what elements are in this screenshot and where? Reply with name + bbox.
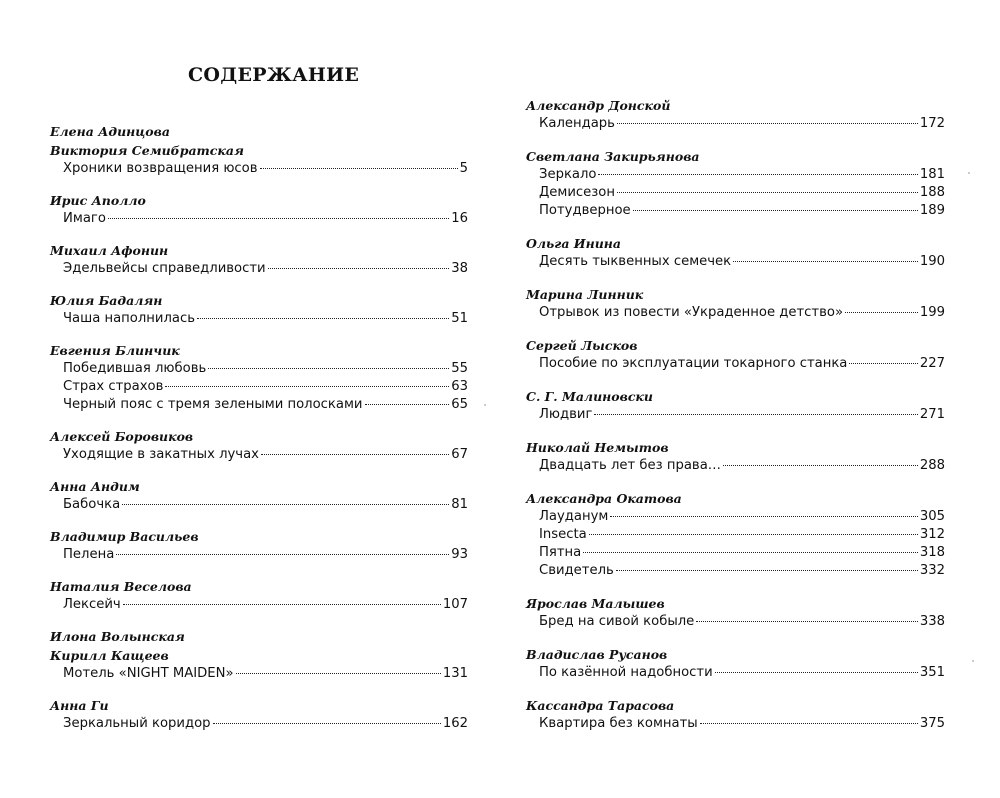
- author-name: Евгения Блинчик: [50, 343, 180, 358]
- author-name: Светлана Закирьянова: [526, 149, 700, 164]
- dot-leader: [260, 168, 458, 169]
- page-number: 93: [451, 547, 468, 562]
- dot-leader: [733, 261, 918, 262]
- page-number: 190: [919, 254, 945, 269]
- page-number: 181: [919, 167, 945, 182]
- toc-entry: [50, 527, 468, 564]
- scan-speck: [972, 660, 974, 662]
- toc-work-row[interactable]: [526, 406, 945, 424]
- toc-entry: [50, 427, 468, 464]
- author-name: Владимир Васильев: [50, 529, 199, 544]
- work-title: Хроники возвращения юсов: [63, 161, 258, 176]
- toc-entry: [50, 122, 468, 178]
- work-title: Победившая любовь: [63, 361, 207, 376]
- author-name: Сергей Лысков: [526, 338, 638, 353]
- dot-leader: [617, 192, 918, 193]
- toc-work-row[interactable]: [526, 184, 945, 202]
- toc-work-row[interactable]: [526, 562, 945, 580]
- toc-work-row[interactable]: [50, 378, 468, 396]
- scan-speck: [484, 404, 486, 406]
- work-title: Лексейч: [63, 597, 121, 612]
- toc-entry: [526, 387, 945, 424]
- page-number: 63: [451, 379, 468, 394]
- page-number: 189: [919, 203, 945, 218]
- page-number: 107: [442, 597, 468, 612]
- work-title: По казённой надобности: [539, 665, 713, 680]
- page-number: 162: [442, 716, 468, 731]
- page-number: 5: [459, 161, 468, 176]
- toc-right-column: [526, 96, 945, 747]
- page-number: 65: [451, 397, 468, 412]
- toc-work-row[interactable]: [50, 596, 468, 614]
- page-number: 67: [451, 447, 468, 462]
- toc-work-row[interactable]: [526, 526, 945, 544]
- dot-leader: [236, 673, 441, 674]
- toc-work-row[interactable]: [526, 115, 945, 133]
- page-number: 351: [919, 665, 945, 680]
- work-title: Мотель «NIGHT MAIDEN»: [63, 666, 234, 681]
- dot-leader: [213, 723, 441, 724]
- page-number: 305: [919, 509, 945, 524]
- toc-work-row[interactable]: [50, 715, 468, 733]
- work-title: Десять тыквенных семечек: [539, 254, 732, 269]
- work-title: Пособие по эксплуатации токарного станка: [539, 356, 848, 371]
- toc-work-row[interactable]: [50, 396, 468, 414]
- dot-leader: [633, 210, 918, 211]
- page-number: 338: [919, 614, 945, 629]
- page-number: 271: [919, 407, 945, 422]
- work-title: Потудверное: [539, 203, 631, 218]
- dot-leader: [598, 174, 917, 175]
- author-name: Владислав Русанов: [526, 647, 668, 662]
- toc-work-row[interactable]: [50, 210, 468, 228]
- work-title: Двадцать лет без права…: [539, 458, 721, 473]
- toc-entry: [526, 234, 945, 271]
- scan-speck: [968, 172, 970, 174]
- work-title: Лауданум: [539, 509, 609, 524]
- toc-entry: [50, 191, 468, 228]
- work-title: Демисезон: [539, 185, 616, 200]
- dot-leader: [261, 454, 449, 455]
- work-title: Квартира без комнаты: [539, 716, 698, 731]
- author-name: Ирис Аполло: [50, 193, 146, 208]
- page-number: 131: [442, 666, 468, 681]
- toc-work-row[interactable]: [50, 665, 468, 683]
- page-title: СОДЕРЖАНИЕ: [188, 64, 360, 86]
- author-name: Елена Адинцова: [50, 124, 170, 139]
- work-title: Insecta: [539, 527, 587, 542]
- dot-leader: [594, 414, 917, 415]
- author-name: Кассандра Тарасова: [526, 698, 675, 713]
- page-number: 51: [451, 311, 468, 326]
- dot-leader: [197, 318, 449, 319]
- toc-entry: [50, 696, 468, 733]
- work-title: Отрывок из повести «Украденное детство»: [539, 305, 844, 320]
- page-number: 188: [919, 185, 945, 200]
- toc-work-row[interactable]: [50, 496, 468, 514]
- page-number: 318: [919, 545, 945, 560]
- toc-entry: [50, 341, 468, 414]
- dot-leader: [617, 123, 918, 124]
- author-name: Марина Линник: [526, 287, 644, 302]
- toc-work-row[interactable]: [526, 457, 945, 475]
- dot-leader: [108, 218, 449, 219]
- toc-work-row[interactable]: [526, 664, 945, 682]
- dot-leader: [845, 312, 918, 313]
- dot-leader: [208, 368, 449, 369]
- toc-entry: [50, 627, 468, 683]
- dot-leader: [589, 534, 918, 535]
- page-number: 16: [451, 211, 468, 226]
- toc-entry: [526, 489, 945, 580]
- toc-work-row[interactable]: [526, 202, 945, 220]
- work-title: Бабочка: [63, 497, 121, 512]
- work-title: Страх страхов: [63, 379, 164, 394]
- author-name: Николай Немытов: [526, 440, 669, 455]
- toc-entry: [526, 336, 945, 373]
- toc-work-row[interactable]: [50, 260, 468, 278]
- work-title: Эдельвейсы справедливости: [63, 261, 266, 276]
- page-number: 172: [919, 116, 945, 131]
- toc-entry: [526, 438, 945, 475]
- author-name: Виктория Семибратская: [50, 143, 244, 158]
- toc-work-row[interactable]: [526, 355, 945, 373]
- author-name: Александр Донской: [526, 98, 671, 113]
- work-title: Пелена: [63, 547, 115, 562]
- work-title: Зеркальный коридор: [63, 716, 211, 731]
- work-title: Бред на сивой кобыле: [539, 614, 695, 629]
- dot-leader: [616, 570, 918, 571]
- dot-leader: [700, 723, 918, 724]
- dot-leader: [849, 363, 917, 364]
- toc-entry: [526, 645, 945, 682]
- work-title: Людвиг: [539, 407, 593, 422]
- work-title: Свидетель: [539, 563, 614, 578]
- dot-leader: [123, 604, 441, 605]
- work-title: Пятна: [539, 545, 582, 560]
- toc-entry: [526, 96, 945, 133]
- toc-work-row[interactable]: [526, 544, 945, 562]
- author-name: Наталия Веселова: [50, 579, 192, 594]
- page-number: 55: [451, 361, 468, 376]
- dot-leader: [583, 552, 918, 553]
- author-name: Юлия Бадалян: [50, 293, 163, 308]
- toc-work-row[interactable]: [50, 360, 468, 378]
- work-title: Имаго: [63, 211, 106, 226]
- page-number: 312: [919, 527, 945, 542]
- toc-work-row[interactable]: [526, 166, 945, 184]
- toc-entry: [526, 594, 945, 631]
- toc-work-row[interactable]: [526, 253, 945, 271]
- dot-leader: [116, 554, 449, 555]
- page-number: 227: [919, 356, 945, 371]
- dot-leader: [268, 268, 450, 269]
- toc-work-row[interactable]: [50, 160, 468, 178]
- toc-entry: [526, 285, 945, 322]
- toc-entry: [526, 147, 945, 220]
- toc-left-column: [50, 122, 468, 746]
- author-name: Кирилл Кащеев: [50, 648, 169, 663]
- author-name: Алексей Боровиков: [50, 429, 194, 444]
- dot-leader: [723, 465, 918, 466]
- dot-leader: [365, 404, 450, 405]
- author-name: Анна Андим: [50, 479, 140, 494]
- page-number: 199: [919, 305, 945, 320]
- toc-entry: [50, 241, 468, 278]
- dot-leader: [165, 386, 449, 387]
- toc-work-row[interactable]: [526, 715, 945, 733]
- toc-entry: [50, 477, 468, 514]
- page-number: 38: [451, 261, 468, 276]
- page-number: 332: [919, 563, 945, 578]
- toc-entry: [50, 577, 468, 614]
- page-number: 288: [919, 458, 945, 473]
- work-title: Чаша наполнилась: [63, 311, 196, 326]
- toc-work-row[interactable]: [526, 508, 945, 526]
- dot-leader: [122, 504, 449, 505]
- author-name: Илона Волынская: [50, 629, 185, 644]
- toc-work-row[interactable]: [526, 613, 945, 631]
- page-number: 81: [451, 497, 468, 512]
- author-name: С. Г. Малиновски: [526, 389, 653, 404]
- toc-entry: [50, 291, 468, 328]
- page-number: 375: [919, 716, 945, 731]
- dot-leader: [610, 516, 917, 517]
- author-name: Александра Окатова: [526, 491, 682, 506]
- dot-leader: [696, 621, 918, 622]
- author-name: Ольга Инина: [526, 236, 621, 251]
- author-name: Михаил Афонин: [50, 243, 169, 258]
- author-name: Ярослав Малышев: [526, 596, 665, 611]
- toc-work-row[interactable]: [50, 546, 468, 564]
- author-name: Анна Ги: [50, 698, 109, 713]
- toc-work-row[interactable]: [50, 446, 468, 464]
- dot-leader: [715, 672, 918, 673]
- work-title: Черный пояс с тремя зелеными полосками: [63, 397, 363, 412]
- toc-work-row[interactable]: [50, 310, 468, 328]
- work-title: Календарь: [539, 116, 615, 131]
- work-title: Зеркало: [539, 167, 597, 182]
- toc-entry: [526, 696, 945, 733]
- work-title: Уходящие в закатных лучах: [63, 447, 259, 462]
- toc-work-row[interactable]: [526, 304, 945, 322]
